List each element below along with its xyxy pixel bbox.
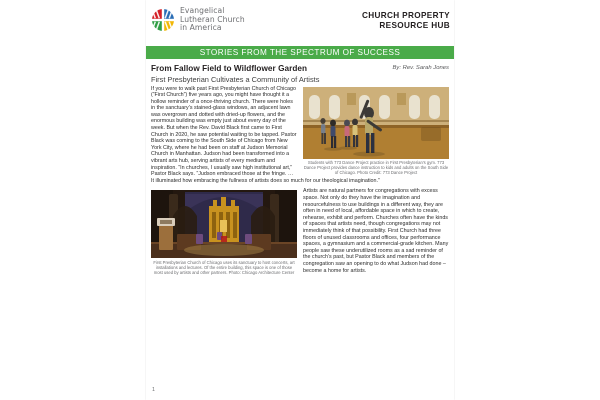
section-banner — [146, 46, 454, 59]
article-subheadline: First Presbyterian Cultivates a Community of Artists — [151, 74, 320, 84]
org-line-2: Lutheran Church — [180, 14, 245, 24]
organization-logo — [150, 7, 245, 33]
org-line-1: Evangelical — [180, 6, 225, 16]
elca-cross-emblem-icon — [150, 7, 176, 33]
organization-name — [180, 7, 245, 33]
page-header — [146, 0, 454, 46]
dance-project-figure — [303, 87, 449, 176]
sanctuary-figure — [151, 190, 297, 275]
sanctuary-caption: First Presbyterian Church of Chicago uses its sanctuary to host concerts, art installations and lectures. Of the entire building, this space is one of those most used by artists and other partners. Photo: Chicago Architecture Center — [153, 259, 295, 275]
hub-title-line-1: CHURCH PROPERTY — [361, 11, 450, 20]
article-paragraph-2: Artists are natural partners for congregations with excess space. Not only do they have the imagination and resourcefulness to use buildings in a different way, they are often in need of local, affordable space in which to create, rehearse, exhibit and perform. Churches often have the kinds of spaces that artists need, though congregations may not immediately think of that possibility. First Church had three floors of unused classrooms and offices, four performance spaces, a gymnasium and a commercial-grade kitchen. Many people saw these underutilized rooms as a sad reminder of the church’s past, but Pastor Black and members of the congregation saw an opening to do what Judson had done – become a home for artists. — [303, 188, 449, 274]
article-body — [146, 86, 454, 279]
org-line-3: in America — [180, 23, 222, 33]
dance-project-caption: Students with 773 Dance Project practice in First Presbyterian’s gym. 773 Dance Project provides dance instruction to kids and adults on the South Side of Chicago. Photo Credit: 773 Dance Project — [303, 160, 449, 175]
dance-project-photo — [303, 87, 449, 159]
article-paragraph-1: If you were to walk past First Presbyterian Church of Chicago (“First Church”) five years ago, you might have thought it a hollow reminder of a once-thriving church. There were holes in the sanctuary’s stained-glass windows, an adjacent lawn was overgrown and dotted with dried-up flowers, and the enormous building was empty just about every day of the week. But when the Rev. David Black first came to First Church in 2020, he saw potential waiting to be tapped. Pastor Black was coming to the South Side of Chicago from New York City, where he had been on staff at Judson Memorial Church in Manhattan. Judson had been transformed into a vibrant arts hub, serving artists of every medium and inspiration. “In churches, I usually saw high institutional art,” Pastor Black says. “Judson embraced those at the fringe. … It illuminated how embracing the fullness of artists does so much for our theological imagination.” — [151, 85, 380, 184]
page-number: 1 — [152, 387, 155, 393]
hub-title-line-2: RESOURCE HUB — [379, 21, 450, 30]
newsletter-page — [146, 0, 454, 400]
banner-label: STORIES FROM THE SPECTRUM OF SUCCESS — [199, 48, 401, 57]
article-headline: From Fallow Field to Wildflower Garden — [151, 64, 308, 73]
article-byline: By: Rev. Sarah Jones — [392, 64, 449, 71]
resource-hub-title — [362, 11, 450, 31]
sanctuary-photo — [151, 190, 297, 258]
article-title-block — [146, 59, 454, 86]
